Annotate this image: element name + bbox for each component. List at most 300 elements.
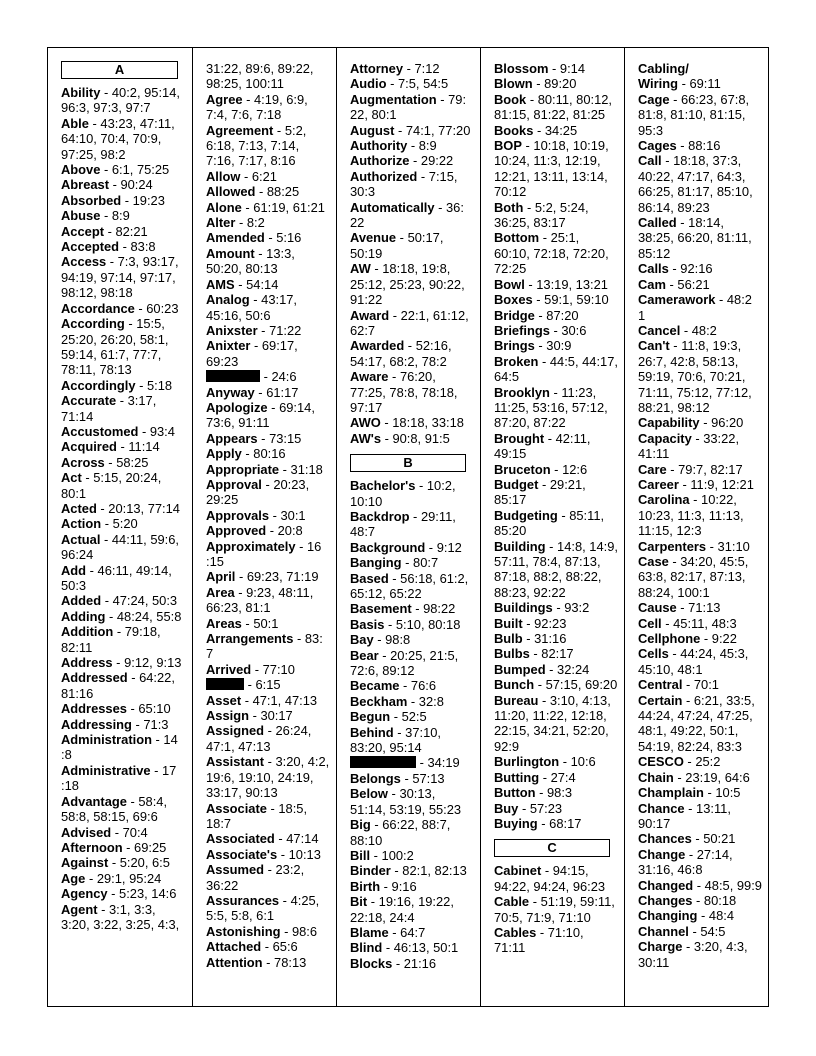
entry-term: Backdrop (350, 508, 410, 524)
index-entry (494, 801, 618, 816)
entry-term: Budgeting (494, 507, 558, 523)
index-entry (206, 939, 330, 954)
index-entry (206, 569, 330, 584)
entry-refs: 73:15 (269, 430, 302, 446)
entry-separator: - (103, 223, 116, 239)
entry-term: Area (206, 584, 235, 600)
index-entry (61, 825, 186, 840)
index-entry (638, 831, 762, 846)
entry-refs: 20:23, 29:25 (206, 476, 310, 508)
index-entry (350, 153, 474, 168)
entry-refs: 59:1, 59:10 (544, 292, 609, 308)
entry-separator: - (116, 439, 129, 455)
entry-separator: - (109, 177, 121, 193)
index-entry (61, 593, 186, 608)
index-entry (494, 616, 618, 631)
entry-refs: 56:18, 61:2, 65:12, 65:22 (350, 570, 469, 601)
entry-separator: - (389, 307, 401, 323)
entry-refs: 36: 22 (350, 199, 464, 231)
entry-term: Wiring (638, 76, 678, 92)
index-entry (61, 501, 186, 516)
entry-refs: 29:11, 48:7 (350, 508, 456, 540)
entry-term: Approval (206, 476, 262, 492)
entry-refs: 100:2 (381, 847, 414, 863)
index-entry (61, 424, 186, 439)
entry-separator: - (691, 831, 704, 847)
index-entry (206, 215, 330, 230)
index-entry (638, 261, 762, 276)
index-entry (61, 840, 186, 855)
index-entry (494, 138, 618, 200)
entry-separator: - (104, 454, 117, 470)
entry-separator: - (116, 393, 128, 409)
entry-refs: 9:16 (391, 878, 417, 894)
word-index (47, 47, 769, 1007)
entry-separator: - (295, 538, 308, 554)
entry-separator: - (415, 478, 427, 494)
entry-refs: 4:25, 5:5, 5:8, 6:1 (206, 892, 320, 924)
entry-separator: - (390, 709, 402, 725)
entry-term: Book (494, 91, 527, 107)
entry-separator: - (244, 677, 256, 693)
entry-separator: - (689, 492, 702, 508)
index-entry (206, 462, 330, 477)
index-entry (494, 230, 618, 276)
index-entry (494, 338, 618, 353)
index-entry (638, 893, 762, 908)
redaction-bar (350, 756, 416, 768)
entry-separator: - (685, 846, 697, 862)
index-column (624, 48, 768, 1006)
entry-refs: 30:17 (260, 708, 293, 724)
index-entry (638, 939, 762, 970)
index-entry (350, 601, 474, 616)
entry-term: Briefings (494, 322, 550, 338)
entry-term: Authorize (350, 153, 410, 169)
index-entry (61, 609, 186, 624)
index-entry (638, 600, 762, 615)
entry-term: Cages (638, 138, 677, 154)
entry-term: Approximately (206, 538, 296, 554)
entry-refs: 5:18 (146, 377, 173, 393)
index-entry (350, 123, 474, 138)
index-entry (350, 169, 474, 200)
index-entry (494, 385, 618, 431)
index-entry (494, 693, 618, 755)
entry-refs: 44:5, 44:17, 64:5 (494, 353, 618, 385)
entry-refs: 5:20, 6:5 (119, 855, 170, 871)
entry-refs: 5:15, 20:24, 80:1 (61, 470, 162, 501)
index-entry (206, 477, 330, 508)
entry-refs: 43:23, 47:11, 64:10, 70:4, 70:9, 97:25, 98:2 (61, 115, 175, 162)
entry-refs: 87:20 (546, 307, 579, 323)
entry-separator: - (399, 678, 411, 694)
entry-separator: - (257, 430, 270, 446)
index-entry (494, 477, 618, 508)
entry-separator: - (273, 122, 285, 138)
entry-refs: 3:17, 71:14 (61, 393, 157, 424)
entry-refs: 10:5 (715, 785, 741, 801)
entry-term: Blocks (350, 955, 393, 971)
entry-refs: 52:5 (401, 709, 427, 725)
entry-term: Binder (350, 863, 391, 879)
entry-separator: - (557, 507, 570, 523)
index-entry (350, 308, 474, 339)
entry-term: Burlington (494, 754, 560, 770)
entry-refs: 9:23, 48:11, 66:23, 81:1 (206, 584, 314, 616)
entry-separator: - (697, 908, 709, 924)
entry-separator: - (677, 76, 690, 92)
entry-separator: - (126, 701, 139, 717)
index-entry (638, 924, 762, 939)
index-entry (61, 516, 186, 531)
index-entry (638, 477, 762, 492)
entry-refs: 92:16 (680, 261, 713, 277)
entry-refs: 10:22, 10:23, 11:3, 11:13, 11:15, 12:3 (638, 492, 744, 539)
entry-separator: - (661, 615, 674, 631)
entry-term: Bulbs (494, 646, 530, 662)
entry-term: Attention (206, 954, 263, 970)
entry-term: Boxes (494, 292, 533, 308)
index-entry (350, 76, 474, 91)
index-entry (206, 523, 330, 538)
entry-separator: - (532, 76, 545, 92)
entry-refs: 65:6 (272, 939, 298, 955)
entry-term: Cables (494, 924, 537, 940)
entry-term: Button (494, 785, 536, 801)
index-entry (350, 709, 474, 724)
index-entry (206, 277, 330, 292)
entry-refs: 6:1, 75:25 (111, 162, 170, 178)
entry-term: Champlain (638, 785, 704, 801)
entry-separator: - (151, 732, 164, 748)
entry-separator: - (524, 276, 537, 292)
entry-separator: - (235, 215, 247, 231)
entry-separator: - (135, 377, 147, 393)
entry-refs: 30:13, 51:14, 53:19, 55:23 (350, 786, 462, 817)
index-entry (61, 717, 186, 732)
index-entry (350, 771, 474, 786)
entry-refs: 6:15 (255, 677, 281, 693)
entry-separator: - (293, 631, 305, 647)
entry-refs: 76:20, 77:25, 78:8, 78:18, 97:17 (350, 369, 458, 415)
entry-term: Cause (638, 600, 677, 616)
index-entry (494, 646, 618, 661)
entry-separator: - (100, 85, 112, 100)
entry-separator: - (534, 338, 547, 354)
entry-separator: - (534, 307, 547, 323)
entry-refs: 48:24, 55:8 (116, 608, 182, 624)
entry-refs: 29:22 (420, 153, 454, 169)
entry-term: Capability (638, 415, 700, 431)
index-entry (638, 92, 762, 138)
entry-refs: 90:24 (120, 177, 153, 193)
entry-refs: 5:10, 80:18 (395, 616, 461, 632)
entry-refs: 30:6 (561, 322, 587, 338)
entry-term: Capacity (638, 430, 692, 446)
index-entry (206, 323, 330, 338)
entry-separator: - (521, 138, 534, 154)
index-entry (350, 879, 474, 894)
entry-term: Bowl (494, 276, 525, 292)
entry-separator: - (241, 692, 253, 708)
entry-refs: 10:18, 10:19, 10:24, 11:3, 12:19, 12:21, 13:11, 13:14, 70:12 (494, 138, 609, 200)
index-entry (638, 415, 762, 430)
entry-separator: - (388, 924, 401, 940)
index-entry (61, 208, 186, 223)
entry-separator: - (264, 723, 276, 739)
entry-separator: - (108, 855, 120, 871)
index-entry (638, 785, 762, 800)
index-entry (350, 632, 474, 647)
entry-term: AW's (350, 430, 381, 446)
entry-term: Acted (61, 500, 97, 516)
entry-term: Bit (350, 894, 368, 910)
entry-term: Associated (206, 831, 275, 847)
entry-refs: 69:25 (134, 839, 167, 855)
entry-refs: 40:2, 95:14, 96:3, 97:3, 97:7 (61, 85, 180, 116)
entry-refs: 77:10 (262, 661, 295, 677)
index-entry (61, 532, 186, 563)
entry-refs: 90:8, 91:5 (392, 430, 450, 446)
entry-refs: 82:1, 82:13 (402, 863, 467, 879)
entry-refs: 25:1, 60:10, 72:18, 72:20, 72:25 (494, 230, 609, 277)
entry-refs: 98:22 (423, 601, 456, 617)
entry-refs: 13:3, 50:20, 80:13 (206, 245, 295, 277)
entry-separator: - (409, 153, 421, 169)
index-entry (61, 902, 186, 933)
index-entry (206, 801, 330, 832)
entry-term: Brooklyn (494, 384, 550, 400)
index-entry (61, 855, 186, 870)
index-entry (206, 616, 330, 631)
entry-term: Blossom (494, 61, 549, 76)
entry-term: Anixster (206, 322, 258, 338)
entry-separator: - (122, 839, 135, 855)
entry-separator: - (559, 754, 571, 770)
entry-term: Bay (350, 632, 374, 648)
index-entry (494, 925, 618, 956)
entry-separator: - (101, 516, 113, 532)
entry-separator: - (249, 292, 262, 308)
entry-separator: - (552, 600, 565, 616)
index-entry (206, 169, 330, 184)
entry-term: Arrangements (206, 631, 294, 647)
entry-term: Add (61, 562, 87, 578)
letter-header: B (350, 454, 466, 472)
entry-separator: - (404, 338, 416, 354)
entry-refs: 29:1, 95:24 (96, 870, 162, 886)
index-entry (206, 338, 330, 369)
index-entry (638, 801, 762, 832)
entry-separator: - (127, 670, 140, 686)
entry-refs: 82:21 (115, 223, 148, 239)
entry-separator: - (240, 168, 252, 184)
entry-separator: - (111, 824, 123, 840)
index-entry (494, 894, 618, 925)
index-entry (494, 431, 618, 462)
index-entry (494, 631, 618, 646)
entry-term: Against (61, 855, 109, 871)
entry-separator: - (541, 863, 553, 879)
entry-separator: - (676, 600, 689, 616)
entry-refs: 54:14 (246, 276, 279, 292)
entry-term: Action (61, 516, 102, 532)
entry-refs: 34:19 (427, 755, 460, 771)
entry-separator: - (106, 254, 118, 270)
index-entry (494, 292, 618, 307)
entry-refs: 20:25, 21:5, 72:6, 89:12 (350, 647, 459, 679)
index-entry (206, 831, 330, 846)
entry-separator: - (699, 415, 712, 431)
entry-separator: - (691, 430, 704, 446)
entry-term: Changes (638, 892, 693, 908)
entry-refs: 19:23 (132, 192, 165, 208)
entry-refs: 16 :15 (206, 538, 322, 569)
index-entry (494, 770, 618, 785)
entry-term: Authorized (350, 168, 418, 184)
entry-term: Advised (61, 824, 112, 840)
entry-refs: 23:2, 36:22 (206, 862, 305, 893)
entry-refs: 24:6 (271, 369, 297, 385)
entry-separator: - (529, 646, 542, 662)
entry-separator: - (393, 724, 406, 740)
entry-refs: 14:8, 14:9, 57:11, 78:4, 87:13, 87:18, 88:2, 88:22, 88:23, 92:22 (494, 538, 618, 600)
index-entry (61, 624, 186, 655)
entry-refs: 3:20, 4:2, 19:6, 19:10, 24:19, 33:17, 90:13 (206, 754, 330, 801)
entry-refs: 31:18 (290, 461, 323, 477)
entry-separator: - (85, 870, 97, 886)
entry-term: Address (61, 655, 113, 671)
entry-separator: - (242, 91, 255, 107)
entry-term: Cam (638, 276, 666, 292)
entry-term: Bill (350, 847, 371, 863)
entry-term: Care (638, 461, 667, 477)
entry-term: Bachelor's (350, 478, 416, 494)
index-entry (206, 123, 330, 169)
entry-separator: - (264, 230, 277, 246)
entry-term: Avenue (350, 230, 397, 246)
entry-refs: 70:4 (122, 824, 148, 840)
index-entry (206, 92, 330, 123)
entry-separator: - (100, 531, 112, 547)
entry-separator: - (682, 939, 694, 955)
index-entry (61, 116, 186, 162)
entry-refs: 57:13 (412, 770, 445, 786)
index-entry (61, 655, 186, 670)
entry-term: Astonishing (206, 923, 281, 939)
entry-separator: - (234, 584, 247, 600)
entry-refs: 8:2 (246, 215, 265, 231)
entry-separator: - (676, 215, 689, 231)
entry-term: Administration (61, 732, 152, 748)
index-entry (638, 462, 762, 477)
entry-refs: 52:16, 54:17, 68:2, 78:2 (350, 338, 452, 369)
entry-term: Carolina (638, 492, 690, 508)
entry-separator: - (538, 353, 550, 369)
index-entry (350, 571, 474, 602)
entry-refs: 47:24, 50:3 (112, 593, 178, 609)
entry-separator: - (269, 507, 281, 523)
entry-refs: 5:23, 14:6 (119, 886, 177, 902)
entry-term: Associate's (206, 846, 278, 862)
entry-refs: 11:9, 12:21 (690, 476, 754, 492)
entry-separator: - (262, 954, 275, 970)
entry-refs: 3:10, 4:13, 11:20, 11:22, 12:18, 22:15, 34:21, 52:20, 92:9 (494, 692, 611, 754)
entry-refs: 57:15, 69:20 (545, 677, 618, 693)
index-entry (206, 400, 330, 431)
index-entry (494, 200, 618, 231)
entry-term: Approved (206, 523, 267, 539)
entry-separator: - (370, 817, 383, 833)
index-entry (61, 162, 186, 177)
index-entry (206, 693, 330, 708)
entry-separator: - (380, 878, 392, 894)
index-entry (350, 925, 474, 940)
entry-term: Buy (494, 800, 519, 816)
index-column (48, 48, 192, 1006)
entry-term: Charge (638, 939, 683, 955)
entry-term: Broken (494, 353, 539, 369)
entry-refs: 47:1, 47:13 (252, 692, 318, 708)
entry-term: Advantage (61, 793, 127, 809)
entry-term: Bumped (494, 661, 546, 677)
entry-refs: 80:11, 80:12, 81:15, 81:22, 81:25 (494, 91, 613, 123)
entry-separator: - (400, 770, 413, 786)
entry-refs: 46:11, 49:14, 50:3 (61, 562, 172, 593)
entry-term: Called (638, 215, 677, 231)
entry-separator: - (536, 924, 548, 940)
entry-separator: - (248, 708, 261, 724)
index-entry (61, 455, 186, 470)
entry-term: Became (350, 678, 400, 694)
entry-refs: 45:11, 48:3 (673, 615, 737, 631)
entry-separator: - (279, 461, 291, 477)
entry-refs: 82:17 (541, 646, 574, 662)
entry-separator: - (380, 415, 393, 431)
entry-term: Bear (350, 647, 379, 663)
entry-term: Assign (206, 708, 249, 724)
index-entry (494, 508, 618, 539)
entry-refs: 30:1 (280, 507, 306, 523)
entry-refs: 50:21 (703, 831, 736, 847)
entry-separator: - (81, 470, 94, 486)
index-entry (494, 462, 618, 477)
index-entry (206, 677, 330, 692)
entry-refs: 48:4 (708, 908, 734, 924)
entry-term: Asset (206, 692, 242, 708)
entry-term: Addressing (61, 716, 132, 732)
entry-refs: 71:22 (269, 322, 302, 338)
entry-separator: - (401, 555, 414, 571)
entry-term: Anyway (206, 384, 255, 400)
entry-refs: 13:19, 13:21 (536, 276, 608, 292)
entry-refs: 25:2 (695, 754, 721, 770)
redaction-bar (206, 678, 244, 690)
entry-separator: - (378, 647, 391, 663)
entry-refs: 7:5, 54:5 (397, 76, 449, 92)
entry-refs: 20:8 (277, 523, 303, 539)
index-entry (350, 678, 474, 693)
entry-refs: 15:5, 25:20, 26:20, 58:1, 59:14, 61:7, 77:7, 78:11, 78:13 (61, 316, 169, 378)
entry-separator: - (107, 886, 120, 902)
entry-refs: 85:11, 85:20 (494, 507, 605, 539)
entry-refs: 80:18 (703, 892, 737, 908)
entry-term: Cancel (638, 322, 681, 338)
entry-term: Bridge (494, 307, 535, 323)
entry-term: Anixter (206, 338, 251, 354)
entry-term: Actual (61, 531, 101, 547)
